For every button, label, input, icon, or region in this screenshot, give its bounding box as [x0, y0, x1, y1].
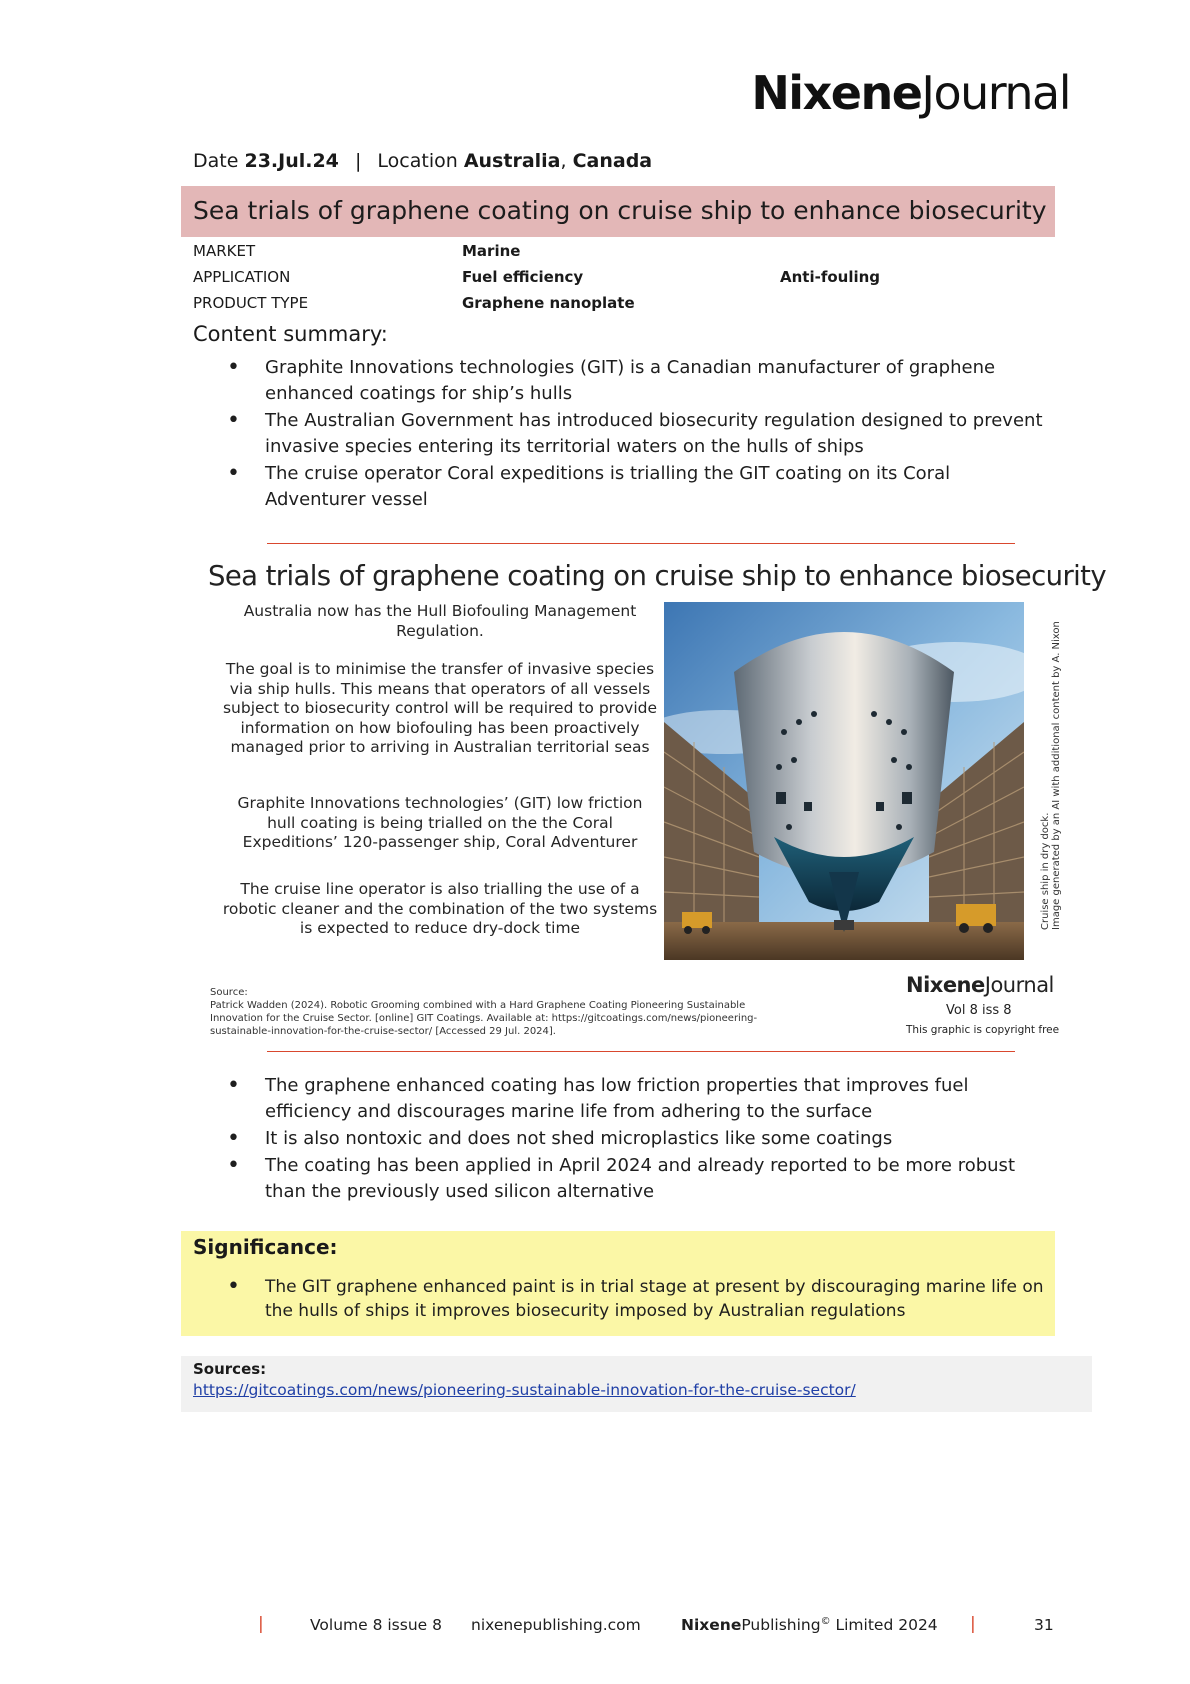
cruise-ship-dry-dock-image	[664, 602, 1024, 960]
content-summary-heading: Content summary:	[193, 322, 388, 346]
footer-publisher-bold: Nixene	[681, 1616, 742, 1635]
graphic-brand-light: Journal	[984, 973, 1054, 997]
dateline-separator: |	[354, 150, 362, 172]
graphic-paragraph-4: The cruise line operator is also trialling the use of a robotic cleaner and the combination of the two systems is expected to reduce dry-dock time	[222, 880, 658, 937]
graphic-brand-bold: Nixene	[906, 973, 985, 997]
journal-masthead	[751, 66, 1070, 120]
masthead-brand-light: Journal	[921, 66, 1070, 120]
footer-publisher-rest: Publishing	[741, 1616, 821, 1635]
list-item: • The GIT graphene enhanced paint is in trial stage at present by discouraging marine life on the hulls of ships it improves biosecurity imposed by Australian regulations	[193, 1275, 1053, 1323]
graphic-volume: Vol 8 iss 8	[946, 1003, 1012, 1018]
location-label: Location	[377, 150, 458, 172]
date-value: 23.Jul.24	[244, 150, 339, 172]
image-caption	[1040, 621, 1062, 930]
graphic-copyright: This graphic is copyright free	[906, 1024, 1060, 1036]
footer-volume: Volume 8 issue 8	[310, 1616, 442, 1634]
graphic-brand-logo	[906, 973, 1054, 997]
article-title-band	[181, 186, 1055, 237]
product-type-label: PRODUCT TYPE	[193, 294, 309, 312]
graphic-bottom-rule	[267, 1051, 1015, 1052]
list-item: • The Australian Government has introduced biosecurity regulation designed to prevent invasive species entering its territorial waters on the hulls of ships	[193, 408, 1053, 460]
application-label: APPLICATION	[193, 268, 291, 286]
sources-label: Sources:	[193, 1360, 267, 1378]
graphic-paragraph-1: Australia now has the Hull Biofouling Management Regulation.	[243, 602, 637, 640]
location-value-2: Canada	[572, 150, 653, 172]
footer-bar-left: |	[258, 1614, 264, 1634]
graphic-source	[210, 986, 800, 1038]
summary-bullets-top	[193, 355, 1053, 514]
image-caption-line-2: Image generated by an AI with additional content by A. Nixon	[1051, 621, 1062, 930]
footer-publisher-tail: Limited 2024	[830, 1616, 938, 1635]
list-item: • It is also nontoxic and does not shed microplastics like some coatings	[193, 1126, 1053, 1152]
market-label: MARKET	[193, 242, 256, 260]
image-caption-line-1: Cruise ship in dry dock.	[1040, 812, 1051, 930]
graphic-paragraph-3: Graphite Innovations technologies’ (GIT) low friction hull coating is being trialled on the the Coral Expeditions’ 120-passenger ship, Coral Adventurer	[237, 794, 643, 851]
list-item: • Graphite Innovations technologies (GIT) is a Canadian manufacturer of graphene enhanced coatings for ship’s hulls	[193, 355, 1053, 407]
list-item: • The cruise operator Coral expeditions is trialling the GIT coating on its Coral Adventurer vessel	[193, 461, 1053, 513]
footer-bar-right: |	[970, 1614, 976, 1634]
graphic-source-label: Source:	[210, 987, 248, 998]
location-value-1: Australia	[463, 150, 561, 172]
page-number: 31	[1034, 1616, 1054, 1634]
application-value-2: Anti-fouling	[780, 268, 881, 286]
application-value-1: Fuel efficiency	[462, 268, 584, 286]
significance-bullets	[193, 1275, 1053, 1324]
list-item: • The graphene enhanced coating has low friction properties that improves fuel efficiency and discourages marine life from adhering to the surface	[193, 1073, 1053, 1125]
footer-publisher	[681, 1616, 938, 1634]
location-comma: ,	[560, 150, 567, 172]
graphic-top-rule	[267, 543, 1015, 544]
graphic-title: Sea trials of graphene coating on cruise ship to enhance biosecurity	[208, 560, 1107, 592]
market-value: Marine	[462, 242, 521, 260]
product-type-value: Graphene nanoplate	[462, 294, 635, 312]
footer-copyright-mark: ©	[820, 1616, 831, 1627]
date-label: Date	[193, 150, 239, 172]
graphic-source-text: Patrick Wadden (2024). Robotic Grooming combined with a Hard Graphene Coating Pioneering Sustainable Innovation for the Cruise Sector. [online] GIT Coatings. Available at: https://gitcoatings.com/news/pioneering-sustainable-innovation-for-the-cruise-sector/ [Accessed 29 Jul. 2024].	[210, 1000, 758, 1037]
footer-website: nixenepublishing.com	[471, 1616, 641, 1634]
summary-bullets-bottom	[193, 1073, 1053, 1206]
sources-link[interactable]: https://gitcoatings.com/news/pioneering-sustainable-innovation-for-the-cruise-sector/	[193, 1381, 856, 1399]
dateline	[193, 150, 652, 172]
graphic-paragraph-2: The goal is to minimise the transfer of invasive species via ship hulls. This means that operators of all vessels subject to biosecurity control will be required to provide information on how biofouling has been proactively managed prior to arriving in Australian territorial seas	[222, 660, 658, 756]
list-item: • The coating has been applied in April 2024 and already reported to be more robust than the previously used silicon alternative	[193, 1153, 1053, 1205]
masthead-brand-bold: Nixene	[751, 66, 922, 120]
article-title: Sea trials of graphene coating on cruise ship to enhance biosecurity	[193, 196, 1047, 225]
significance-heading: Significance:	[193, 1235, 338, 1259]
